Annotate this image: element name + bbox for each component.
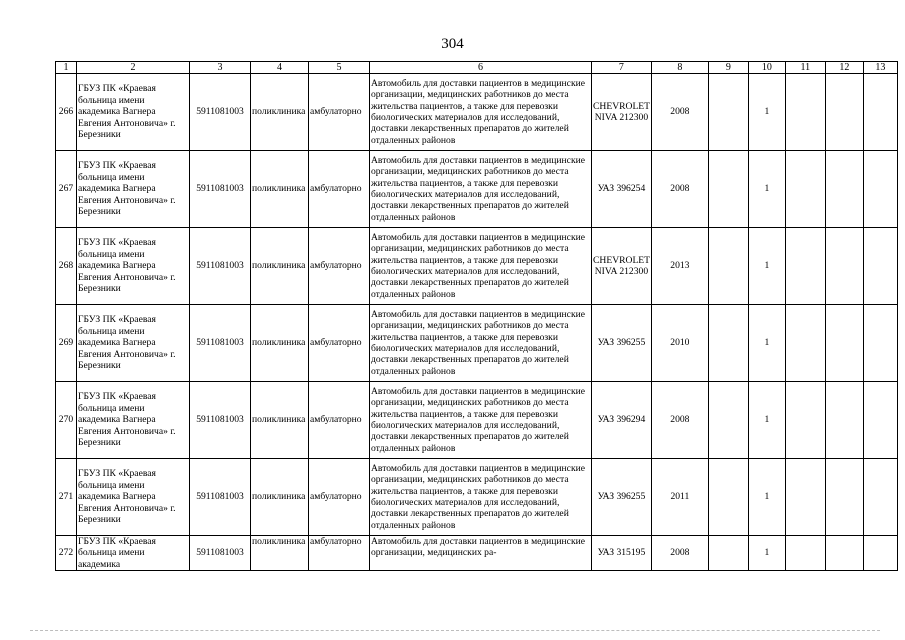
table-row xyxy=(56,382,898,459)
col-13-cell xyxy=(863,228,897,305)
table-row xyxy=(56,536,898,571)
col-13-cell xyxy=(863,74,897,151)
table-row xyxy=(56,74,898,151)
care-mode-cell: амбулаторно xyxy=(309,151,370,228)
organization-name: ГБУЗ ПК «Краевая больница имени академика Вагнера Евгения Антоновича» г. Березники xyxy=(77,151,190,228)
col-11-cell xyxy=(785,536,825,571)
col-11-cell xyxy=(785,151,825,228)
col-9-cell xyxy=(708,305,748,382)
col-13-cell xyxy=(863,382,897,459)
scan-edge-marks xyxy=(30,630,880,635)
inn-cell: 5911081003 xyxy=(190,459,251,536)
unit-cell: поликлиника xyxy=(251,151,309,228)
inn-cell: 5911081003 xyxy=(190,74,251,151)
quantity-cell: 1 xyxy=(748,382,785,459)
purpose-cell: Автомобиль для доставки пациентов в медицинские организации, медицинских ра- xyxy=(370,536,592,571)
row-number: 272 xyxy=(56,536,77,571)
vehicle-model-cell: УАЗ 396255 xyxy=(592,459,652,536)
purpose-cell: Автомобиль для доставки пациентов в медицинские организации, медицинских работников до места жительства пациентов, а также для перевозки биологических материалов для исследований, доставки лекарственных препаратов до жителей отдаленных районов xyxy=(370,151,592,228)
vehicle-model-cell: CHEVROLET NIVA 212300 xyxy=(592,74,652,151)
quantity-cell: 1 xyxy=(748,151,785,228)
unit-cell: поликлиника xyxy=(251,305,309,382)
year-cell: 2008 xyxy=(651,74,708,151)
purpose-cell: Автомобиль для доставки пациентов в медицинские организации, медицинских работников до места жительства пациентов, а также для перевозки биологических материалов для исследований, доставки лекарственных препаратов до жителей отдаленных районов xyxy=(370,74,592,151)
col-11-cell xyxy=(785,382,825,459)
quantity-cell: 1 xyxy=(748,459,785,536)
purpose-cell: Автомобиль для доставки пациентов в медицинские организации, медицинских работников до места жительства пациентов, а также для перевозки биологических материалов для исследований, доставки лекарственных препаратов до жителей отдаленных районов xyxy=(370,228,592,305)
unit-cell: поликлиника xyxy=(251,74,309,151)
col-11-cell xyxy=(785,228,825,305)
col-11-cell xyxy=(785,305,825,382)
row-number: 271 xyxy=(56,459,77,536)
year-cell: 2008 xyxy=(651,536,708,571)
header-row xyxy=(56,62,898,74)
header-cell: 6 xyxy=(370,62,592,74)
header-cell: 7 xyxy=(592,62,652,74)
inn-cell: 5911081003 xyxy=(190,382,251,459)
col-9-cell xyxy=(708,151,748,228)
row-number: 268 xyxy=(56,228,77,305)
header-cell: 5 xyxy=(309,62,370,74)
table-row xyxy=(56,305,898,382)
quantity-cell: 1 xyxy=(748,305,785,382)
col-9-cell xyxy=(708,382,748,459)
page-number: 304 xyxy=(441,36,464,52)
year-cell: 2008 xyxy=(651,151,708,228)
year-cell: 2011 xyxy=(651,459,708,536)
col-12-cell xyxy=(825,305,863,382)
inn-cell: 5911081003 xyxy=(190,151,251,228)
table-row xyxy=(56,151,898,228)
unit-cell: поликлиника xyxy=(251,459,309,536)
quantity-cell: 1 xyxy=(748,74,785,151)
col-9-cell xyxy=(708,228,748,305)
col-12-cell xyxy=(825,228,863,305)
header-cell: 10 xyxy=(748,62,785,74)
row-number: 267 xyxy=(56,151,77,228)
vehicle-model-cell: УАЗ 396294 xyxy=(592,382,652,459)
care-mode-cell: амбулаторно xyxy=(309,228,370,305)
col-11-cell xyxy=(785,74,825,151)
col-9-cell xyxy=(708,459,748,536)
header-cell: 2 xyxy=(77,62,190,74)
care-mode-cell: амбулаторно xyxy=(309,536,370,571)
vehicle-model-cell: УАЗ 396254 xyxy=(592,151,652,228)
col-12-cell xyxy=(825,382,863,459)
unit-cell: поликлиника xyxy=(251,228,309,305)
year-cell: 2010 xyxy=(651,305,708,382)
care-mode-cell: амбулаторно xyxy=(309,74,370,151)
table-row xyxy=(56,228,898,305)
col-12-cell xyxy=(825,151,863,228)
header-cell: 12 xyxy=(825,62,863,74)
header-cell: 3 xyxy=(190,62,251,74)
organization-name: ГБУЗ ПК «Краевая больница имени академика xyxy=(77,536,190,571)
year-cell: 2013 xyxy=(651,228,708,305)
organization-name: ГБУЗ ПК «Краевая больница имени академика Вагнера Евгения Антоновича» г. Березники xyxy=(77,74,190,151)
col-12-cell xyxy=(825,74,863,151)
col-9-cell xyxy=(708,536,748,571)
unit-cell: поликлиника xyxy=(251,382,309,459)
table-row xyxy=(56,459,898,536)
quantity-cell: 1 xyxy=(748,228,785,305)
row-number: 266 xyxy=(56,74,77,151)
col-9-cell xyxy=(708,74,748,151)
organization-name: ГБУЗ ПК «Краевая больница имени академика Вагнера Евгения Антоновича» г. Березники xyxy=(77,305,190,382)
care-mode-cell: амбулаторно xyxy=(309,382,370,459)
col-11-cell xyxy=(785,459,825,536)
care-mode-cell: амбулаторно xyxy=(309,459,370,536)
quantity-cell: 1 xyxy=(748,536,785,571)
registry-table xyxy=(55,61,898,571)
vehicle-model-cell: УАЗ 396255 xyxy=(592,305,652,382)
care-mode-cell: амбулаторно xyxy=(309,305,370,382)
organization-name: ГБУЗ ПК «Краевая больница имени академика Вагнера Евгения Антоновича» г. Березники xyxy=(77,382,190,459)
col-13-cell xyxy=(863,305,897,382)
purpose-cell: Автомобиль для доставки пациентов в медицинские организации, медицинских работников до места жительства пациентов, а также для перевозки биологических материалов для исследований, доставки лекарственных препаратов до жителей отдаленных районов xyxy=(370,382,592,459)
col-13-cell xyxy=(863,536,897,571)
header-cell: 4 xyxy=(251,62,309,74)
inn-cell: 5911081003 xyxy=(190,228,251,305)
header-cell: 11 xyxy=(785,62,825,74)
row-number: 269 xyxy=(56,305,77,382)
unit-cell: поликлиника xyxy=(251,536,309,571)
purpose-cell: Автомобиль для доставки пациентов в медицинские организации, медицинских работников до места жительства пациентов, а также для перевозки биологических материалов для исследований, доставки лекарственных препаратов до жителей отдаленных районов xyxy=(370,459,592,536)
col-13-cell xyxy=(863,151,897,228)
vehicle-model-cell: CHEVROLET NIVA 212300 xyxy=(592,228,652,305)
col-12-cell xyxy=(825,459,863,536)
col-13-cell xyxy=(863,459,897,536)
header-cell: 9 xyxy=(708,62,748,74)
inn-cell: 5911081003 xyxy=(190,536,251,571)
vehicle-model-cell: УАЗ 315195 xyxy=(592,536,652,571)
purpose-cell: Автомобиль для доставки пациентов в медицинские организации, медицинских работников до места жительства пациентов, а также для перевозки биологических материалов для исследований, доставки лекарственных препаратов до жителей отдаленных районов xyxy=(370,305,592,382)
organization-name: ГБУЗ ПК «Краевая больница имени академика Вагнера Евгения Антоновича» г. Березники xyxy=(77,228,190,305)
organization-name: ГБУЗ ПК «Краевая больница имени академика Вагнера Евгения Антоновича» г. Березники xyxy=(77,459,190,536)
header-cell: 1 xyxy=(56,62,77,74)
row-number: 270 xyxy=(56,382,77,459)
inn-cell: 5911081003 xyxy=(190,305,251,382)
year-cell: 2008 xyxy=(651,382,708,459)
header-cell: 13 xyxy=(863,62,897,74)
col-12-cell xyxy=(825,536,863,571)
header-cell: 8 xyxy=(651,62,708,74)
